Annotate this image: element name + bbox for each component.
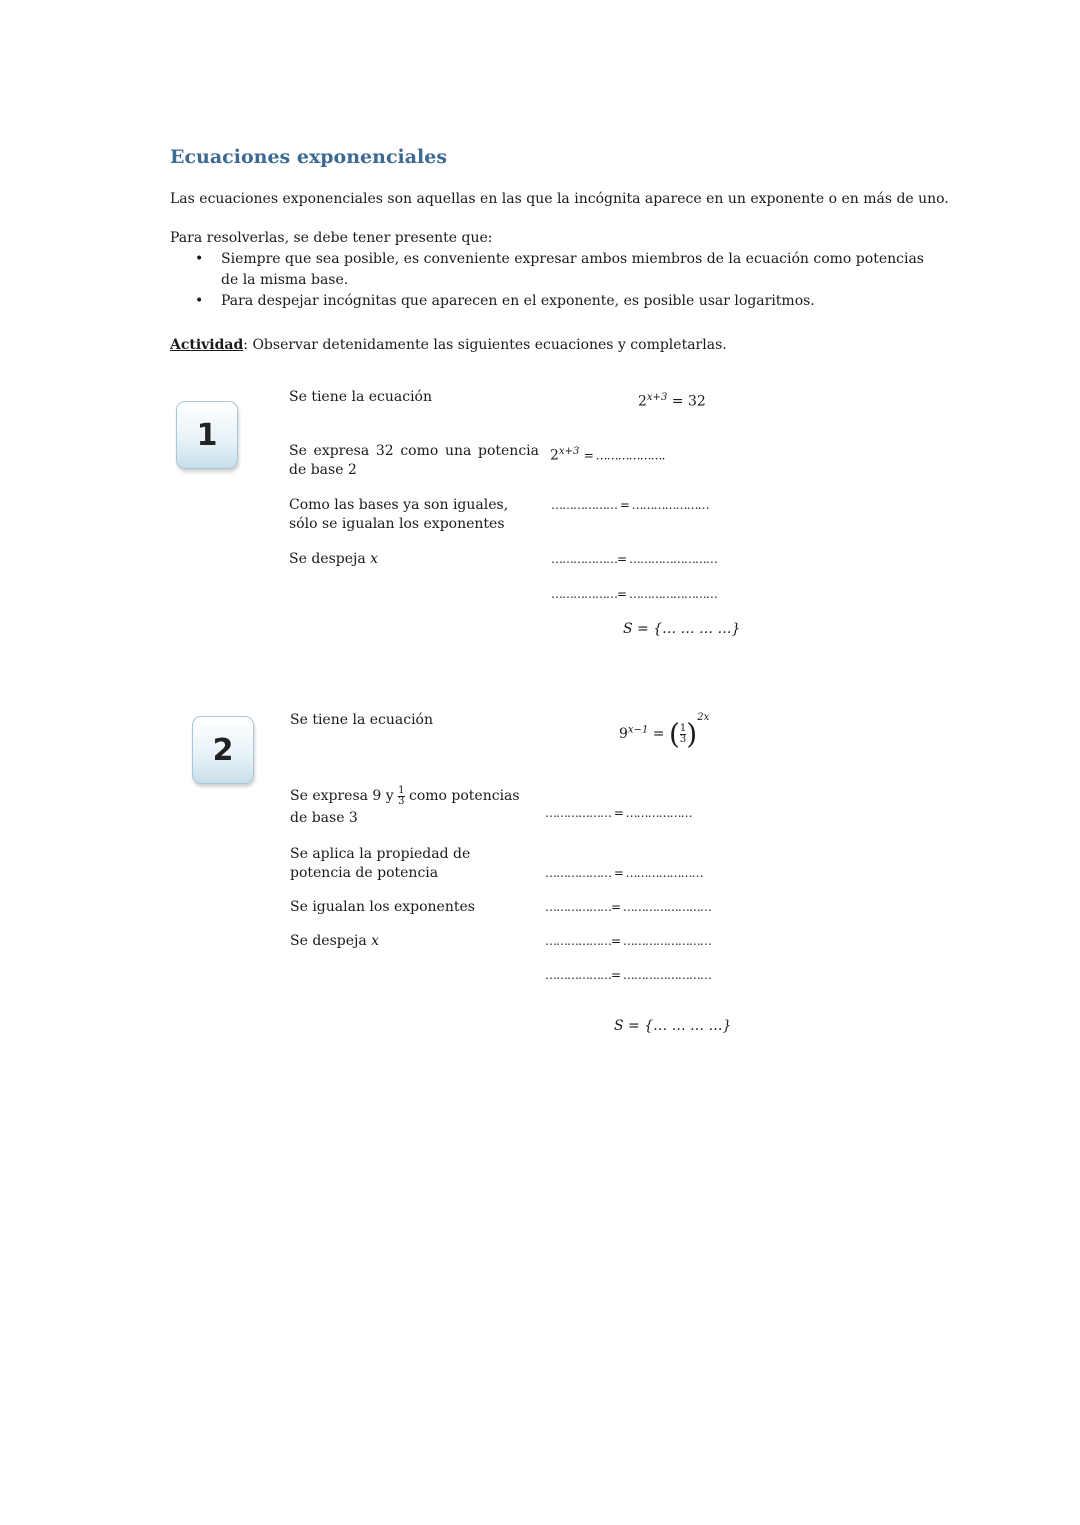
ex2-solution: S = {… … … …}	[614, 1018, 732, 1034]
ex2-line-3: ……………… = …………………	[545, 866, 703, 880]
tips-list	[195, 249, 925, 312]
page-title: Ecuaciones exponenciales	[170, 146, 448, 168]
fraction-one-third: $\frac{1}{3}$	[398, 784, 405, 807]
fraction-one-third: $\frac{1}{3}$	[679, 722, 687, 745]
ex1-solution: S = {… … … …}	[623, 621, 741, 637]
ex1-line-4: ………………= ……………………	[551, 552, 717, 566]
ex2-step-1: Se tiene la ecuación	[290, 712, 433, 728]
resolve-intro: Para resolverlas, se debe tener presente que:	[170, 230, 493, 246]
ex1-line-2: $2^{x+3}$ = ……………….	[550, 446, 665, 464]
ex2-line-4: ………………= ……………………	[545, 900, 711, 914]
ex1-line-3: ……………… = …………………	[551, 498, 709, 512]
ex2-line-2: ……………… = ………………	[545, 806, 692, 820]
exercise-number-badge	[176, 401, 238, 469]
ex2-step-4: Se igualan los exponentes	[290, 899, 475, 915]
ex1-step-4: Se despeja x	[289, 551, 379, 567]
activity-line	[170, 335, 727, 356]
ex2-line-5: ………………= ……………………	[545, 934, 711, 948]
ex1-line-5: ………………= ……………………	[551, 587, 717, 601]
exercise-number: 1	[196, 417, 218, 453]
ex2-step-2: Se expresa 9 y $\frac{1}{3}$ como potencias de base 3	[290, 784, 520, 826]
exercise-number: 2	[212, 732, 234, 768]
ex1-step-3: Como las bases ya son iguales, sólo se igualan los exponentes	[289, 497, 509, 532]
ex2-equation: $9^{x-1}$ = ( $\frac{1}{3}$ )$^{2x}$	[619, 712, 710, 751]
intro-paragraph: Las ecuaciones exponenciales son aquellas en las que la incógnita aparece en un exponente o en más de uno.	[170, 191, 949, 207]
ex2-line-6: ………………= ……………………	[545, 968, 711, 982]
ex1-equation: $2^{x+3} = 32$	[638, 392, 706, 410]
ex2-step-3: Se aplica la propiedad de potencia de potencia	[290, 846, 471, 881]
tip-item: • Para despejar incógnitas que aparecen en el exponente, es posible usar logaritmos.	[195, 291, 925, 312]
activity-text: : Observar detenidamente las siguientes ecuaciones y completarlas.	[243, 337, 727, 353]
activity-label: Actividad	[170, 337, 244, 353]
tip-item: • Siempre que sea posible, es conveniente expresar ambos miembros de la ecuación como potencias de la misma base.	[195, 249, 925, 291]
ex1-step-1: Se tiene la ecuación	[289, 389, 432, 405]
ex1-step-2: Se expresa 32 como una potencia de base 2	[289, 443, 539, 478]
exercise-number-badge	[192, 716, 254, 784]
ex2-step-5: Se despeja x	[290, 933, 380, 949]
